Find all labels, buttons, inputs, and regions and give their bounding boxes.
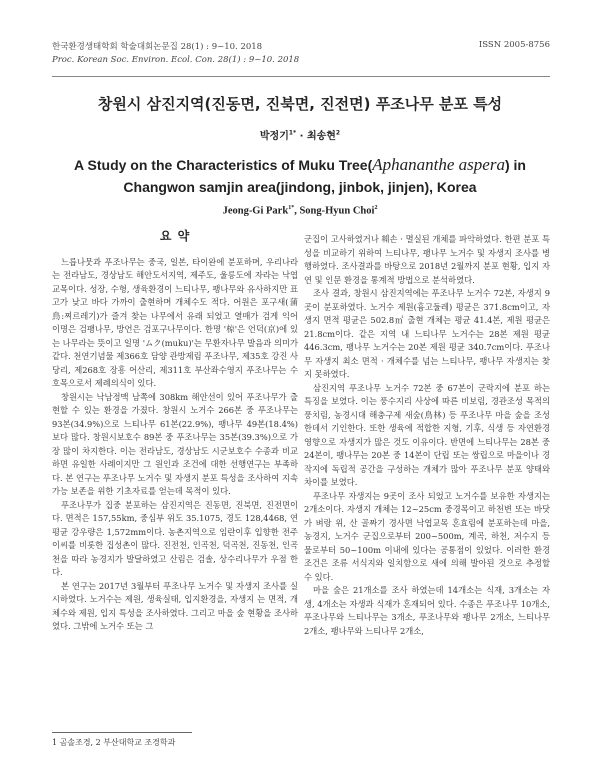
right-paragraph: 삼진지역 푸조나무 노거수 72본 중 67본이 군락지에 분포 하는 특징을 보였다. 이는 풍수지리 사상에 따른 비보림, 경관조성 목적의 풍치림, 농경시대 해충구제 새숲(鳥林) 등 푸조나무 마을 숲을 조성한데서 기인한다. 또한 생육에 적합한 지형, 기후, 식생 등 자연환경 영향으로 자생지가 많은 것도 이유이다. 반면에 느티나무는 28본 중 24본이, 팽나무는 20본 중 14본이 단립 또는 쌍립으로 마을이나 경작지에 독립적 공간을 구성하는 개체가 많아 푸조나무 분포 양태와 차이를 보였다.	[304, 382, 550, 487]
author-1-en: Jeong-Gi Park	[222, 205, 289, 217]
authors-korean	[0, 127, 600, 142]
right-column	[304, 233, 550, 638]
author-2-en: Song-Hyun Choi	[299, 205, 375, 217]
issn: ISSN 2005-8756	[478, 40, 550, 50]
right-paragraph: 마을 숲은 21개소를 조사 하였는데 14개소는 식재, 3개소는 자생, 4개소는 자생과 식재가 혼재되어 있다. 수종은 푸조나무 10개소, 푸조나무와 느티나무는 3개소, 푸조나무와 팽나무 2개소, 느티나무 2개소, 팽나무와 느티나무 2개소,	[304, 585, 550, 636]
left-paragraph: 느릅나뭇과 푸조나무는 중국, 일본, 타이완에 분포하며, 우리나라는 전라남도, 경상남도 해안도서지역, 제주도, 울릉도에 자라는 낙엽교목이다. 성장, 수형, 생육환경이 느티나무, 팽나무와 유사하지만 표고가 낮고 바다 가까이 출현하며 개체수도 적다. 어원은 포구새(蒲鳥:찌르레기)가 즐겨 찾는 나무에서 유래 되었고 열매가 검게 익어 이명은 검팽나무, 방언은 검포구나무이다. 한명 '椋'은 언덕(京)에 있는 나무라는 뜻이고 일명 'ムク(muku)'는 무환자나무 발음과 의미가 같다. 천연기념물 제366호 담양 관방제림 푸조나무, 제35호 강진 사당리, 제268호 장흥 어산리, 제311호 부산좌수영지 푸조나무는 수호목으로서 제례의식이 있다.	[52, 256, 299, 388]
author-1-ko-sup: 1*	[288, 129, 297, 137]
right-paragraph: 푸조나무 자생지는 9곳이 조사 되었고 노거수를 보유한 자생지는 2개소이다. 자생지 개체는 12~25cm 중경목이고 하천변 또는 바닷가 벼랑 위, 산 골짜기 경사면 낙엽교목 혼효림에 분포하는데 마을, 농경지, 노거수 군집으로부터 200~500m, 계곡, 하천, 저수지 등 물로부터 50~100m 이내에 있다는 공통점이 있었다. 이러한 환경조건은 조류 서식지와 일치함으로 새에 의해 발아된 것으로 추정할 수 있다.	[304, 490, 550, 582]
left-paragraph: 본 연구는 2017년 3월부터 푸조나무 노거수 및 자생지 조사를 실시하였다. 노거수는 제원, 생육실태, 입지환경을, 자생지 는 면적, 개체수와 제원, 입지 특성을 조사하였다. 그리고 마을 숲 현황을 조사하였다. 그밖에 노거수 또는 그	[52, 580, 298, 631]
author-separator-en: ,	[294, 205, 300, 217]
title-en-part2: ) in Changwon samjin area(jindong, jinbok, jinjen), Korea	[123, 157, 526, 195]
journal-citation-en: Proc. Korean Soc. Environ. Ecol. Con. 28(1) : 9~10. 2018	[52, 55, 300, 65]
authors-english	[0, 205, 600, 217]
left-paragraph: 창원시는 낙남정맥 남쪽에 308km 해안선이 있어 푸조나무가 출현할 수 있는 환경을 가졌다. 창원시 노거수 266본 중 푸조나무는 93본(34.9%)으로 느티나무 61본(22.9%), 팽나무 49본(18.4%)보다 많다. 창원시보호수 89본 중 푸조나무는 35본(39.3%)으로 가장 많이 차지한다. 이는 전라남도, 경상남도 시군보호수 수종과 비교하면 유일한 사례이지만 그 원인과 조건에 대한 선행연구는 부족하다. 본 연구는 푸조나무 노거수 및 자생지 분포 특성을 조사하여 지속가능 보존을 위한 기초자료를 얻는데 목적이 있다.	[52, 391, 298, 496]
author-separator-ko: ·	[296, 131, 307, 142]
abstract-heading: 요 약	[159, 229, 191, 243]
running-header	[52, 40, 550, 65]
left-paragraph: 푸조나무가 집중 분포하는 삼진지역은 진동면, 진북면, 진전면이다. 면적은 157,55km, 중심부 위도 35.1075, 경도 128,4468, 연평균 강우량은 1,572mm이다. 농촌지역으로 임란이후 입향한 전주 이씨를 비롯한 집성촌이 많다. 진전천, 인곡천, 덕곡천, 진동천, 인곡천을 따라 농경지가 발달하였고 산림은 검솔, 상수리나무가 우점 한다.	[52, 499, 298, 577]
title-korean: 창원시 삼진지역(진동면, 진북면, 진전면) 푸조나무 분포 특성	[97, 95, 503, 113]
author-1-en-sup: 1*	[288, 205, 295, 211]
author-2-en-sup: 2	[374, 205, 378, 211]
title-english	[58, 154, 542, 198]
right-paragraph: 조사 결과, 창원시 삼진지역에는 푸조나무 노거수 72본, 자생지 9곳이 분포하였다. 노거수 제원(흉고둘레) 평균은 371.8cm이고, 자생지 면적 평균은 502.8㎡ 출현 개체는 평균 41.4본, 제원 평균은 21.8cm이다. 같은 지역 내 느티나무 노거수는 28본 제원 평균 446.3cm, 팽나무 노거수는 20본 제원 평균 340.7cm이다. 푸조나무 자생지 최소 면적 · 개체수를 넘는 느티나무, 팽나무 자생지는 찾지 못하였다.	[304, 288, 550, 379]
author-2-ko-sup: 2	[335, 129, 341, 137]
right-paragraph: 군집이 고사하였거나 훼손 · 멸실된 개체를 파악하였다. 한편 분포 특성을 비교하기 위하여 느티나무, 팽나무 노거수 및 자생지 조사를 병행하였다. 조사결과를 바탕으로 2018년 2월까지 분포 현황, 입지 자연 및 인문 환경을 통계적 방법으로 분석하였다.	[304, 234, 550, 285]
footnote-affiliations: 1 곰솔조경, 2 부산대학교 조경학과	[52, 738, 176, 747]
footnote-rule	[52, 732, 192, 733]
left-column	[52, 230, 298, 634]
header-rule	[52, 76, 550, 77]
title-en-part1: A Study on the Characteristics of Muku Tree(	[74, 157, 373, 173]
journal-citation-ko: 한국환경생태학회 학술대회논문집 28(1) : 9~10. 2018	[52, 42, 263, 52]
author-1-ko: 박정기	[259, 131, 289, 142]
species-name: Aphananthe aspera	[372, 155, 505, 174]
author-2-ko: 최송현	[306, 131, 336, 142]
